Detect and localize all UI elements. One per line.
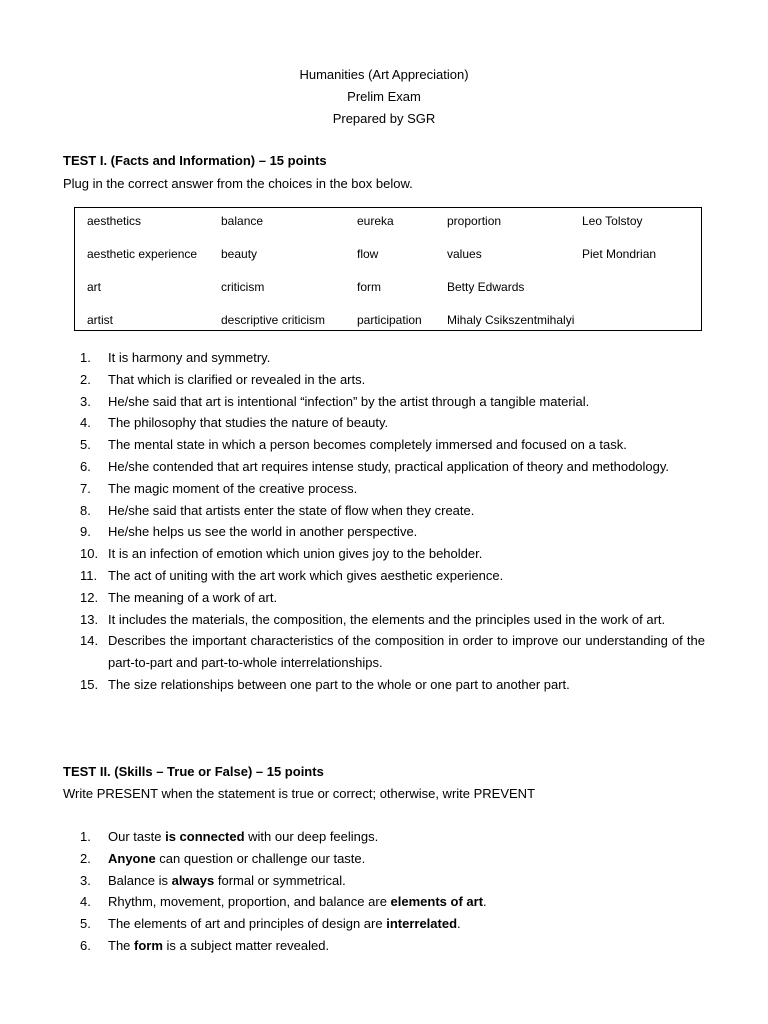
question-text: He/she said that artists enter the state of flow when they create. — [108, 502, 475, 518]
question-number: 1. — [80, 350, 91, 365]
question-item — [80, 456, 705, 478]
statement-text: Our taste — [108, 829, 166, 844]
question-item — [80, 543, 705, 565]
question-item — [80, 412, 705, 434]
statement-text: can question or challenge our taste. — [155, 850, 366, 866]
choices-box — [74, 207, 702, 331]
statement-item — [80, 891, 705, 913]
statement-number: 5. — [80, 916, 91, 932]
test1-instruction: Plug in the correct answer from the choices in the box below. — [63, 176, 413, 191]
question-item — [80, 478, 705, 500]
statement-item — [80, 935, 705, 957]
choice-word: balance — [221, 214, 264, 228]
statement-item — [80, 826, 705, 848]
choice-word: proportion — [447, 214, 502, 228]
question-text: The meaning of a work of art. — [108, 589, 278, 605]
question-number: 2. — [80, 371, 91, 387]
question-number: 13. — [80, 611, 99, 627]
choice-word: Leo Tolstoy — [582, 214, 643, 228]
statement-text: Balance is — [108, 872, 172, 888]
question-text: It is harmony and symmetry. — [108, 350, 271, 365]
statement-text: The elements of art and principles of design are — [108, 916, 387, 932]
question-item — [80, 587, 705, 609]
question-text: That which is clarified or revealed in the arts. — [108, 371, 366, 387]
question-item — [80, 369, 705, 391]
question-number: 12. — [80, 589, 99, 605]
question-text: It includes the materials, the composition, the elements and the principles used in the work of art. — [108, 611, 666, 627]
question-item — [80, 609, 705, 631]
question-item — [80, 565, 705, 587]
question-number: 5. — [80, 437, 91, 453]
question-number: 10. — [80, 546, 99, 562]
statement-text: with our deep feelings. — [244, 829, 379, 844]
question-text: The philosophy that studies the nature of beauty. — [108, 415, 389, 431]
question-item — [80, 521, 705, 543]
question-number: 11. — [80, 567, 98, 583]
statement-text: Rhythm, movement, proportion, and balance are — [108, 894, 391, 910]
choice-word: form — [357, 280, 381, 294]
question-item — [80, 391, 705, 413]
question-number: 3. — [80, 393, 91, 409]
statement-emphasis: Anyone — [108, 850, 156, 866]
statement-text: formal or symmetrical. — [214, 872, 346, 888]
test2-instruction: Write PRESENT when the statement is true or correct; otherwise, write PREVENT — [63, 786, 536, 801]
choice-word: Betty Edwards — [447, 280, 525, 294]
question-number: 8. — [80, 502, 91, 518]
question-number: 14. — [80, 633, 99, 649]
question-number: 15. — [80, 676, 99, 692]
statement-emphasis: interrelated — [386, 916, 458, 932]
question-number: 4. — [80, 415, 91, 431]
question-item — [80, 500, 705, 522]
exam-title: Prelim Exam — [347, 89, 421, 104]
choice-word: Mihaly Csikszentmihalyi — [447, 313, 575, 327]
choice-word: participation — [357, 313, 422, 327]
question-text: He/she contended that art requires intense study, practical application of theory and methodology. — [108, 458, 670, 474]
statement-text: The — [108, 937, 135, 953]
statement-emphasis: form — [134, 937, 163, 953]
choice-word: eureka — [357, 214, 394, 228]
statement-text: . — [483, 894, 487, 910]
choice-word: criticism — [221, 280, 265, 294]
choice-word: values — [447, 247, 482, 261]
statement-text: is a subject matter revealed. — [162, 937, 330, 953]
question-number: 6. — [80, 458, 91, 474]
choice-word: aesthetics — [87, 214, 142, 228]
statement-emphasis: is connected — [165, 829, 245, 844]
question-text: The act of uniting with the art work which gives aesthetic experience. — [108, 567, 504, 583]
statement-number: 3. — [80, 872, 91, 888]
statement-emphasis: always — [171, 872, 215, 888]
test1-title: TEST I. (Facts and Information) – 15 points — [63, 153, 327, 168]
statement-item — [80, 848, 705, 870]
statement-number: 1. — [80, 829, 91, 844]
test2-statement-list — [80, 826, 705, 957]
question-text: The magic moment of the creative process. — [108, 480, 358, 496]
statement-number: 6. — [80, 937, 91, 953]
choice-word: descriptive criticism — [221, 313, 326, 327]
statement-emphasis: elements of art — [390, 894, 484, 910]
question-text: The mental state in which a person becomes completely immersed and focused on a task. — [108, 437, 627, 453]
question-text: The size relationships between one part to the whole or one part to another part. — [108, 676, 570, 692]
exam-header — [0, 64, 768, 130]
question-text: It is an infection of emotion which union gives joy to the beholder. — [108, 546, 483, 562]
question-text: Describes the important characteristics of the composition in order to improve our understanding of the part-to-part and part-to-whole interrelationships. — [108, 633, 705, 671]
choice-word: flow — [357, 247, 379, 261]
choice-word: Piet Mondrian — [582, 247, 657, 261]
statement-item — [80, 913, 705, 935]
exam-author: Prepared by SGR — [332, 111, 436, 126]
choice-word: artist — [87, 313, 114, 327]
question-number: 9. — [80, 524, 91, 540]
question-number: 7. — [80, 480, 91, 496]
choice-word: beauty — [221, 247, 258, 261]
test2-title: TEST II. (Skills – True or False) – 15 points — [63, 764, 324, 779]
choice-word: aesthetic experience — [87, 247, 198, 261]
question-item — [80, 630, 705, 674]
question-text: He/she said that art is intentional “infection” by the artist through a tangible material. — [108, 393, 590, 409]
choice-word: art — [87, 280, 102, 294]
statement-item — [80, 870, 705, 892]
statement-text: . — [457, 916, 461, 932]
question-text: He/she helps us see the world in another perspective. — [108, 524, 418, 540]
question-item — [80, 674, 705, 696]
test1-question-list — [80, 347, 705, 696]
course-title: Humanities (Art Appreciation) — [299, 67, 469, 82]
statement-number: 4. — [80, 894, 91, 910]
statement-number: 2. — [80, 850, 91, 866]
question-item — [80, 347, 705, 369]
question-item — [80, 434, 705, 456]
